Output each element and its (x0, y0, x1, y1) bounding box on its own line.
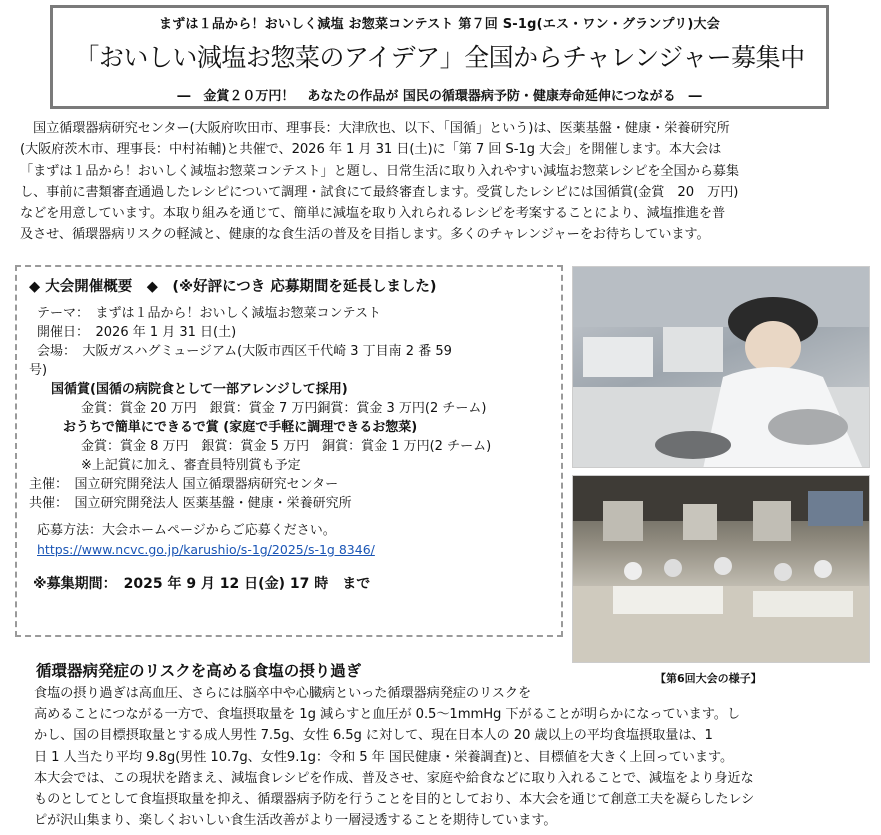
risk-line: ものとしてとして食塩摂取量を抑え、循環器病予防を行うことを目的としており、本大会を通じて創意工夫を凝らしたレシ (34, 792, 755, 808)
award-ouchi-title: おうちで簡単にできるで賞 (家庭で手軽に調理できるお惣菜) (63, 420, 418, 435)
award-kokujun-prizes: 金賞：賞金 20 万円 銀賞：賞金 7 万円銅賞：賞金 3 万円(2 チーム) (81, 401, 487, 416)
risk-line: 食塩の摂り過ぎは高血圧、さらには脳卒中や心臓病といった循環器病発症のリスクを (34, 686, 532, 701)
award-kokujun-title: 国循賞(国循の病院食として一部アレンジして採用) (51, 382, 348, 397)
header-tagline: ― 金賞２０万円！ あなたの作品が 国民の循環器病予防・健康寿命延伸につながる ― (177, 89, 702, 104)
overview-theme: テーマ： まずは１品から！おいしく減塩お惣菜コンテスト (37, 306, 381, 321)
award-ouchi-prizes: 金賞：賞金 8 万円 銀賞：賞金 5 万円 銅賞：賞金 1 万円(2 チーム) (81, 439, 492, 454)
intro-line: 「まずは１品から！おいしく減塩お惣菜コンテスト」と題し、日常生活に取り入れやすい減塩お惣菜レシピを全国から募集 (20, 163, 739, 179)
contest-hall-image (573, 476, 870, 663)
overview-cohost: 共催： 国立研究開発法人 医薬基盤・健康・栄養研究所 (29, 496, 352, 511)
header-title: 「おいしい減塩お惣菜のアイデア」全国からチャレンジャー募集中 (74, 43, 805, 72)
overview-venue: 会場： 大阪ガスハグミュージアム(大阪市西区千代崎 3 丁目南 2 番 59 (37, 344, 452, 359)
risk-paragraph (34, 683, 864, 831)
cooking-scene-image (573, 267, 870, 468)
risk-line: 日 1 人当たり平均 9.8g(男性 10.7g、女性9.1g：令和 5 年 国民健康・栄養調査)と、目標値を大きく上回っています。 (34, 749, 734, 765)
apply-url-link[interactable]: https://www.ncvc.go.jp/karushio/s-1g/2025/s-1g 8346/ (37, 542, 375, 557)
intro-paragraph (20, 118, 862, 246)
award-note: ※上記賞に加え、審査員特別賞も予定 (81, 458, 301, 473)
overview-heading: ◆ 大会開催概要 ◆ (※好評につき 応募期間を延長しました) (29, 279, 437, 295)
overview-box (15, 265, 563, 637)
deadline: ※募集期間： 2025 年 9 月 12 日(金) 17 時 まで (33, 576, 371, 592)
risk-line: 高めることにつながる一方で、食塩摂取量を 1g 減らすと血圧が 0.5～1mmHg 下がることが明らかになっています。し (34, 707, 740, 723)
contest-photo-hall (572, 475, 870, 663)
risk-line: かし、国の目標摂取量とする成人男性 7.5g、女性 6.5g に対して、現在日本人の 20 歳以上の平均食塩摂取量は、1 (34, 728, 713, 744)
intro-line: 及させ、循環器病リスクの軽減と、健康的な食生活の普及を目指します。多くのチャレンジャーをお待ちしています。 (20, 227, 710, 243)
intro-line: 国立循環器病研究センター(大阪府吹田市、理事長：大津欣也、以下、「国循」という)は、医薬基盤・健康・栄養研究所 (33, 121, 730, 136)
risk-heading: 循環器病発症のリスクを高める食塩の摂り過ぎ (36, 662, 362, 680)
header-subtitle: まずは１品から！おいしく減塩 お惣菜コンテスト 第７回 S-1g(エス・ワン・グランプリ)大会 (159, 17, 720, 32)
overview-organizer: 主催： 国立研究開発法人 国立循環器病研究センター (29, 477, 339, 492)
intro-line: (大阪府茨木市、理事長：中村祐輔)と共催で、2026 年 1 月 31 日(土)に「第 7 回 S-1g 大会」を開催します。本大会は (20, 142, 722, 158)
header-box (50, 5, 829, 109)
intro-line: し、事前に書類審査通過したレシピについて調理・試食にて最終審査します。受賞したレシピには国循賞(金賞 20 万円) (20, 184, 739, 200)
photo-caption: 【第6回大会の様子】 (655, 672, 762, 685)
overview-venue-cont: 号) (29, 363, 48, 378)
intro-line: などを用意しています。本取り組みを通じて、簡単に減塩を取り入れられるレシピを考案することにより、減塩推進を普 (20, 206, 726, 222)
overview-date: 開催日： 2026 年 1 月 31 日(土) (37, 325, 237, 340)
contest-photo-cooking (572, 266, 870, 468)
apply-method: 応募方法：大会ホームページからご応募ください。 (37, 523, 336, 538)
risk-line: 本大会では、この現状を踏まえ、減塩食レシピを作成、普及させ、家庭や給食などに取り入れることで、減塩をより身近な (34, 770, 754, 786)
risk-line: ピが沢山集まり、楽しくおいしい食生活改善がより一層浸透することを期待しています。 (34, 813, 557, 829)
